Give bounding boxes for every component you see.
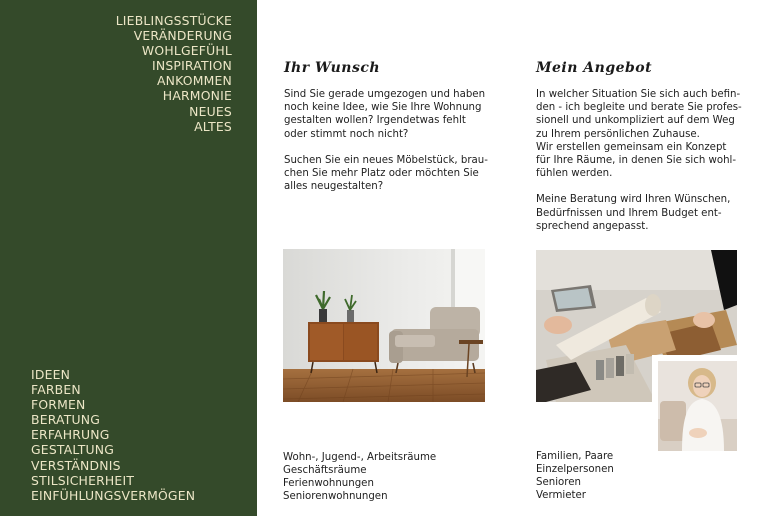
keyword-item: WOHLGEFÜHL — [141, 43, 232, 59]
wish-paragraph-2: Suchen Sie ein neues Möbelstück, brau- chen Sie mehr Platz oder möchten Sie alles neugestalten? — [284, 154, 488, 193]
offer-heading: Mein Angebot — [536, 60, 653, 76]
wish-heading: Ihr Wunsch — [284, 60, 381, 76]
keyword-item: VERSTÄNDNIS — [31, 457, 121, 473]
keyword-item: INSPIRATION — [152, 58, 232, 74]
keyword-list-bottom — [31, 367, 195, 503]
keyword-list-top — [116, 13, 232, 134]
offer-section — [536, 60, 751, 233]
offer-paragraph-2: Meine Beratung wird Ihren Wünschen, Bedürfnissen und Ihrem Budget ent- sprechend angepasst. — [536, 194, 731, 232]
list-item: Senioren — [536, 477, 581, 488]
wish-paragraph-1: Sind Sie gerade umgezogen und haben noch keine Idee, wie Sie Ihre Wohnung gestalten wollen? Irgendetwas fehlt oder stimmt noch nicht? — [284, 89, 486, 140]
list-item: Einzelpersonen — [536, 464, 614, 475]
keyword-item: LIEBLINGSSTÜCKE — [115, 13, 232, 28]
list-item: Wohn-, Jugend-, Arbeitsräume — [283, 452, 437, 463]
keyword-item: EINFÜHLUNGSVERMÖGEN — [31, 487, 196, 503]
list-item: Familien, Paare — [536, 451, 614, 462]
list-item: Seniorenwohnungen — [283, 491, 388, 502]
keyword-item: FARBEN — [31, 382, 81, 398]
keyword-item: HARMONIE — [162, 88, 232, 104]
keyword-item: ANKOMMEN — [156, 73, 232, 89]
offer-paragraph-1: In welcher Situation Sie sich auch befin- den - ich begleite und berate Sie profes- sionell und unkompliziert auf dem Weg zu Ihrem persönlichen Zuhause. Wir erstellen gemeinsam ein Konzept für Ihre Räume, in denen Sie sich wohl- fühlen werden. — [536, 89, 742, 180]
list-item: Geschäftsräume — [283, 465, 367, 476]
offer-target-list — [536, 450, 614, 502]
keyword-item: GESTALTUNG — [31, 442, 115, 458]
keyword-item: BERATUNG — [31, 412, 101, 428]
consultant-portrait — [658, 361, 741, 455]
keyword-item: FORMEN — [31, 397, 86, 413]
list-item: Vermieter — [536, 490, 586, 501]
portrait-frame — [652, 355, 741, 455]
keyword-item: NEUES — [189, 103, 232, 119]
keyword-item: STILSICHERHEIT — [31, 472, 135, 488]
living-room-photo — [283, 249, 485, 402]
keyword-item: ALTES — [194, 118, 232, 134]
keyword-item: VERÄNDERUNG — [133, 28, 232, 44]
keyword-item: ERFAHRUNG — [31, 427, 110, 443]
sidebar — [0, 0, 257, 516]
keyword-item: IDEEN — [31, 367, 71, 382]
wish-target-list — [283, 451, 436, 503]
list-item: Ferienwohnungen — [283, 478, 374, 489]
wish-section — [284, 60, 489, 193]
